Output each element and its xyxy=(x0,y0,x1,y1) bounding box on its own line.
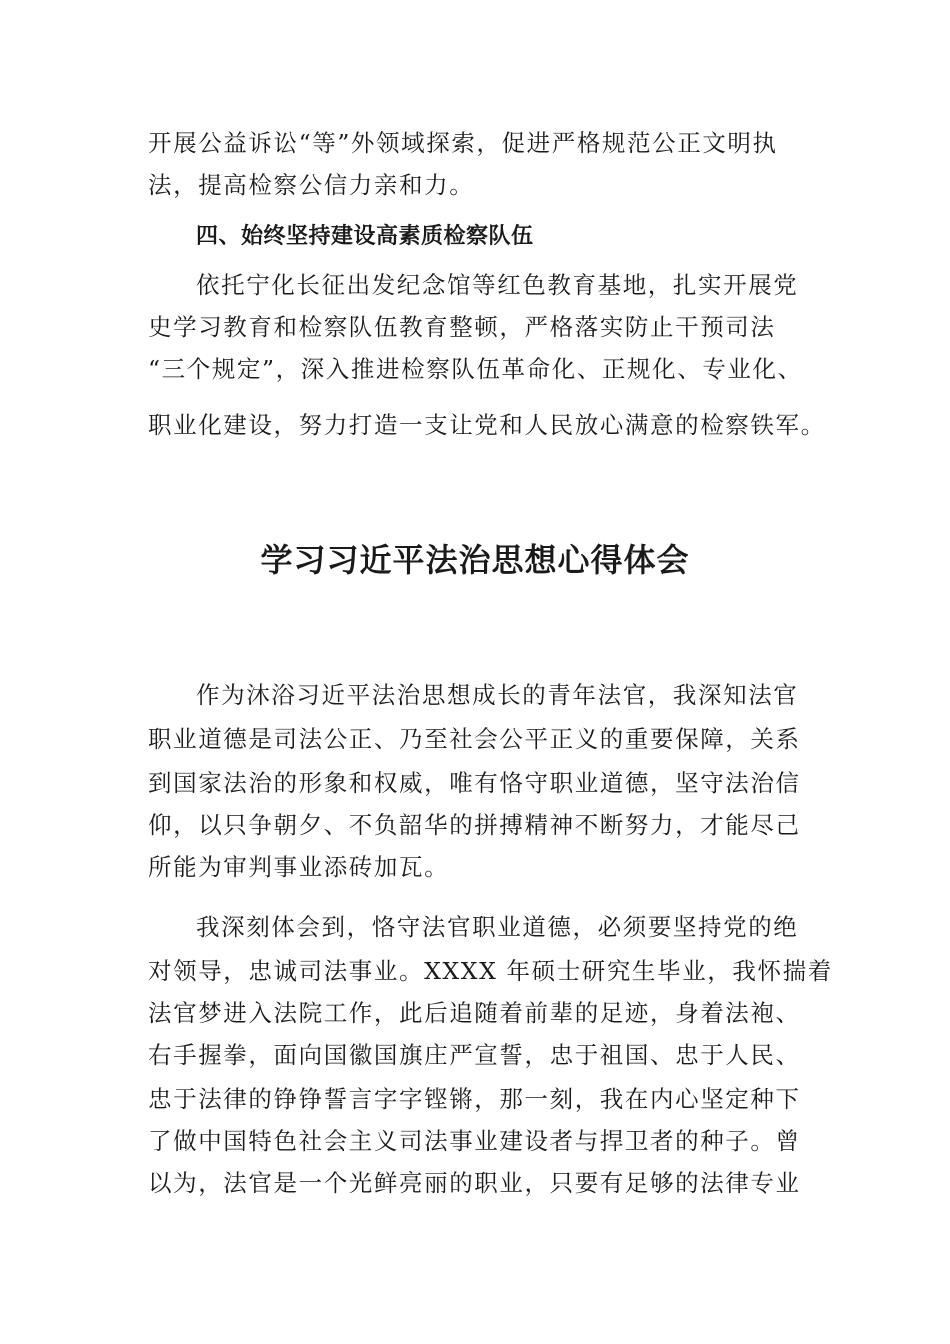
article-title: 学习习近平法治思想心得体会 xyxy=(260,541,690,579)
body-line: 仰，以只争朝夕、不负韶华的拼搏精神不断努力，才能尽己 xyxy=(148,811,801,839)
body-line: 史学习教育和检察队伍教育整顿，严格落实防止干预司法 xyxy=(148,313,776,341)
body-line: 法，提高检察公信力亲和力。 xyxy=(148,171,475,199)
body-line: “三个规定”，深入推进检察队伍革命化、正规化、专业化、 xyxy=(148,355,803,383)
section-heading: 四、始终坚持建设高素质检察队伍 xyxy=(196,224,534,249)
body-line: 到国家法治的形象和权威，唯有恪守职业道德，坚守法治信 xyxy=(148,769,801,797)
body-line: 对领导，忠诚司法事业。XXXX 年硕士研究生毕业，我怀揣着 xyxy=(148,957,833,985)
body-line: 忠于法律的铮铮誓言字字铿锵，那一刻，我在内心坚定种下 xyxy=(148,1085,801,1113)
body-line: 所能为审判事业添砖加瓦。 xyxy=(148,853,450,881)
body-line: 我深刻体会到，恪守法官职业道德，必须要坚持党的绝 xyxy=(196,913,799,941)
body-line: 职业化建设，努力打造一支让党和人民放心满意的检察铁军。 xyxy=(148,411,826,439)
body-line: 右手握拳，面向国徽国旗庄严宣誓，忠于祖国、忠于人民、 xyxy=(148,1041,801,1069)
body-line: 法官梦进入法院工作，此后追随着前辈的足迹，身着法袍、 xyxy=(148,999,801,1027)
body-line: 以为，法官是一个光鲜亮丽的职业，只要有足够的法律专业 xyxy=(148,1169,801,1197)
body-line: 依托宁化长征出发纪念馆等红色教育基地，扎实开展党 xyxy=(196,271,799,299)
body-line: 开展公益诉讼“等”外领域探索，促进严格规范公正文明执 xyxy=(148,129,778,157)
body-line: 职业道德是司法公正、乃至社会公平正义的重要保障，关系 xyxy=(148,725,801,753)
body-line: 了做中国特色社会主义司法事业建设者与捍卫者的种子。曾 xyxy=(148,1127,801,1155)
body-line: 作为沐浴习近平法治思想成长的青年法官，我深知法官 xyxy=(196,681,799,709)
